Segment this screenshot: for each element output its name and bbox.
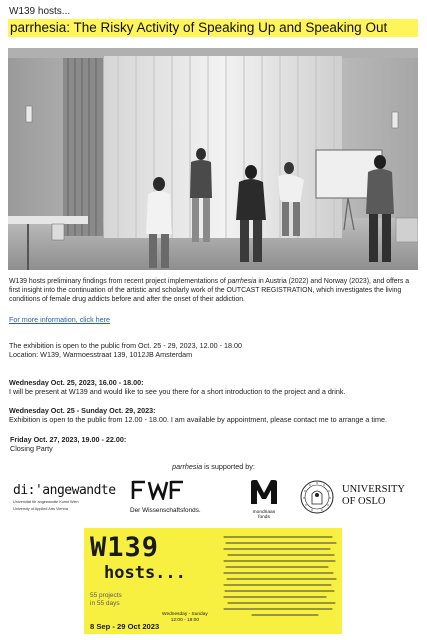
oslo-line2: OF OSLO: [342, 496, 386, 507]
intro-term: parrhesia: [227, 278, 257, 285]
poster-days: [162, 612, 208, 623]
mondriaan-name: mondriaan: [252, 510, 276, 515]
supported-by-line: [0, 462, 427, 471]
mondriaan-fonds: fonds: [258, 515, 270, 521]
oslo-logo[interactable]: [342, 484, 405, 508]
sponsor-logos: [0, 475, 427, 525]
schedule-item-opening: [9, 378, 419, 397]
poster-w139: W139: [90, 532, 160, 563]
angewandte-logo[interactable]: [13, 483, 123, 511]
angewandte-subtitle-de: Universität für angewandte Kunst Wien: [13, 500, 79, 504]
schedule-text: Closing Party: [10, 444, 53, 454]
schedule-heading: Friday Oct. 27, 2023, 19.00 - 22.00:: [10, 435, 127, 444]
poster-projects-line1: 55 projects: [90, 592, 122, 599]
oslo-line1: UNIVERSITY: [342, 484, 405, 495]
intro-paragraph: [9, 278, 419, 305]
intro-before: W139 hosts preliminary findings from recent project implementations of: [9, 278, 228, 285]
schedule-item-exhibition: [9, 406, 419, 425]
schedule-text: I will be present at W139 and would like to see you there for a short introduction to the project and a drink.: [9, 387, 346, 397]
schedule-heading: Wednesday Oct. 25 - Sunday Oct. 29, 2023:: [9, 406, 156, 415]
oslo-seal-icon: [300, 480, 334, 514]
angewandte-wordmark: di:'angewandte: [13, 483, 116, 498]
more-information-link[interactable]: For more information, click here: [9, 315, 111, 324]
fwf-mark-icon: [130, 480, 186, 500]
supported-text: is supported by:: [202, 462, 255, 471]
supported-term: parrhesia: [172, 462, 203, 471]
schedule-item-closing: [10, 435, 420, 454]
exhibition-dates: The exhibition is open to the public from Oct. 25 - 29, 2023, 12.00 - 18.00: [9, 341, 242, 350]
exhibition-info: [9, 341, 419, 360]
exhibition-location: Location: W139, Warmoesstraat 139, 1012JB Amsterdam: [9, 350, 193, 360]
schedule-text: Exhibition is open to the public from 12.00 - 18.00. I am available by appointment, please contact me to arrange a time.: [9, 415, 387, 425]
fwf-logo[interactable]: [130, 480, 215, 514]
poster-names-texture: [222, 533, 338, 629]
schedule-heading: Wednesday Oct. 25, 2023, 16.00 - 18.00:: [9, 378, 144, 387]
page-title: parrhesia: The Risky Activity of Speaking Up and Speaking Out: [8, 19, 418, 37]
w139-hosts-poster[interactable]: [84, 528, 342, 634]
mondriaan-logo[interactable]: [242, 479, 286, 520]
fwf-subtitle: Der Wissenschaftsfonds.: [130, 507, 201, 514]
poster-projects: [90, 592, 122, 607]
poster-dates: 8 Sep - 29 Oct 2023: [90, 622, 160, 631]
poster-days-line2: 12:00 - 18:00: [170, 617, 200, 623]
poster-days-line1: Wednesday - Sunday: [162, 612, 208, 617]
poster-projects-line2: in 55 days: [90, 599, 120, 607]
poster-hosts: hosts...: [104, 563, 186, 583]
angewandte-subtitle-en: University of Applied Arts Vienna: [13, 506, 68, 511]
kicker-text: W139 hosts...: [9, 6, 71, 17]
intro-after: in Austria (2022) and Norway (2023), and offers a first insight into the continuation of the artistic and scholarly work of the OUTCAST REGISTRATION, which investigates the living conditions of female drug addicts before and after the onset of their addiction.: [9, 278, 410, 303]
exhibition-photo: [8, 48, 418, 270]
mondriaan-m-icon: [249, 479, 279, 505]
